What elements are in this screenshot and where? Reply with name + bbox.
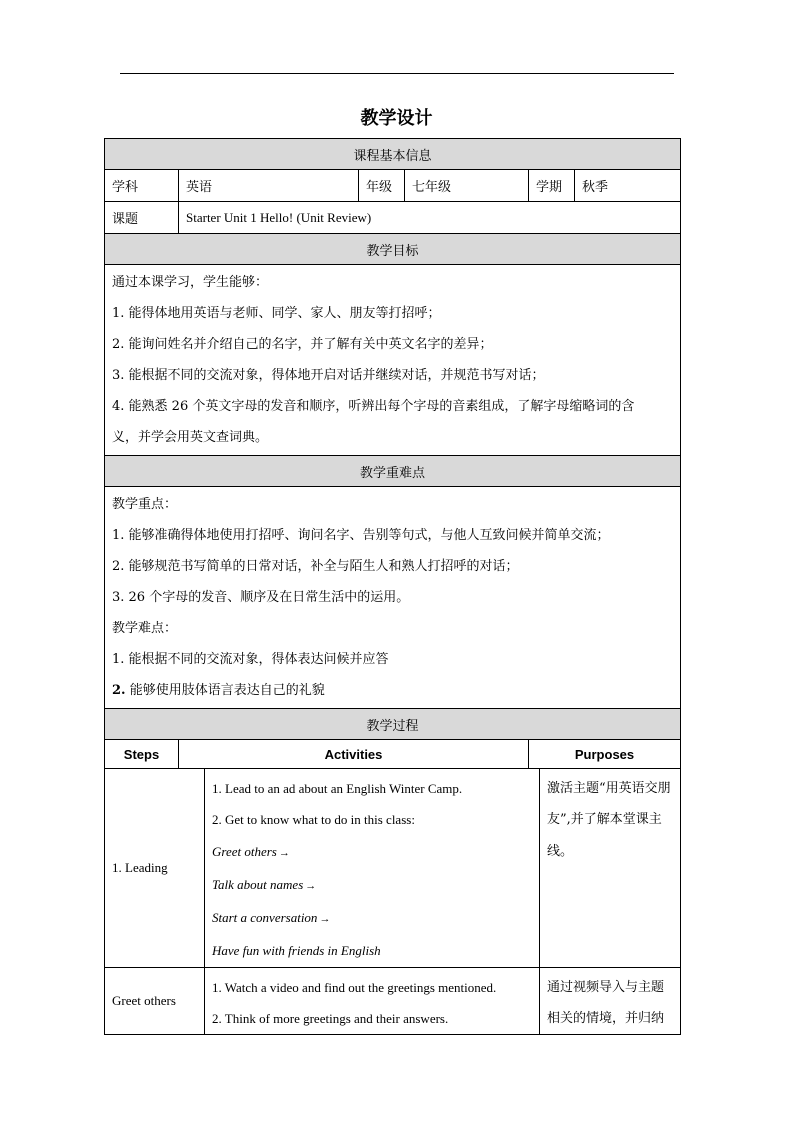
grade-value: 七年级 bbox=[405, 170, 529, 202]
objectives-content bbox=[105, 265, 681, 456]
focus-item: 2. 能够规范书写简单的日常对话，补全与陌生人和熟人打招呼的对话； bbox=[112, 559, 519, 574]
activity-subline: Talk about names → bbox=[212, 869, 532, 902]
focus-item: 3. 26 个字母的发音、顺序及在日常生活中的运用。 bbox=[112, 590, 410, 605]
activity-subline: Start a conversation → bbox=[212, 902, 532, 935]
step-cell: Greet others bbox=[105, 967, 205, 1035]
focus-label: 教学重点： bbox=[112, 497, 178, 512]
activity-line: 1. Lead to an ad about an English Winter Camp. bbox=[212, 781, 463, 796]
process-row bbox=[105, 967, 681, 1035]
term-label: 学期 bbox=[529, 170, 575, 202]
purpose-cell: 激活主题“用英语交朋友”,并了解本堂课主线。 bbox=[540, 769, 681, 968]
activity-line: 2. Think of more greetings and their answers. bbox=[212, 1011, 449, 1027]
topic-value: Starter Unit 1 Hello! (Unit Review) bbox=[179, 202, 681, 234]
section-process bbox=[105, 709, 681, 740]
objective-item: 1. 能得体地用英语与老师、同学、家人、朋友等打招呼； bbox=[112, 306, 441, 321]
difficulty-item bbox=[112, 675, 673, 706]
objective-item-continued: 义，并学会用英文查词典。 bbox=[112, 430, 269, 445]
steps-header: Steps bbox=[105, 740, 179, 769]
section-title: 教学过程 bbox=[105, 709, 681, 740]
objectives-body bbox=[105, 265, 681, 456]
arrow-icon: → bbox=[305, 879, 317, 892]
activities-header: Activities bbox=[179, 740, 529, 769]
section-title: 教学重难点 bbox=[105, 456, 681, 487]
objective-item: 4. 能熟悉 26 个英文字母的发音和顺序，听辨出每个字母的音素组成，了解字母缩略词的含 bbox=[112, 399, 635, 414]
topic-row bbox=[105, 202, 681, 234]
activities-cell bbox=[205, 967, 540, 1035]
purposes-header: Purposes bbox=[529, 740, 681, 769]
activity-line: 2. Get to know what to do in this class: bbox=[212, 812, 415, 828]
activity-line: 1. Watch a video and find out the greetings mentioned. bbox=[212, 979, 497, 995]
section-basic-info bbox=[105, 139, 681, 170]
term-value: 秋季 bbox=[575, 170, 681, 202]
section-title: 教学目标 bbox=[105, 234, 681, 265]
arrow-icon: → bbox=[319, 913, 331, 926]
process-row bbox=[105, 769, 681, 968]
focus-item: 1. 能够准确得体地使用打招呼、询问名字、告别等句式，与他人互致问候并简单交流； bbox=[112, 528, 610, 543]
step-cell: 1. Leading bbox=[105, 769, 205, 968]
purpose-cell: 通过视频导入与主题相关的情境，并归纳 bbox=[540, 967, 681, 1035]
lesson-plan-table-frame bbox=[104, 138, 680, 1027]
process-table bbox=[104, 768, 681, 1035]
lesson-plan-table bbox=[104, 138, 681, 769]
difficulty-item: 1. 能根据不同的交流对象，得体表达问候并应答 bbox=[112, 652, 389, 667]
key-points-content bbox=[105, 487, 681, 709]
objective-item: 3. 能根据不同的交流对象，得体地开启对话并继续对话，并规范书写对话； bbox=[112, 368, 545, 383]
objective-item: 2. 能询问姓名并介绍自己的名字，并了解有关中英文名字的差异； bbox=[112, 337, 493, 352]
section-objectives bbox=[105, 234, 681, 265]
header-rule bbox=[120, 73, 674, 74]
topic-label: 课题 bbox=[105, 202, 179, 234]
section-title: 课程基本信息 bbox=[105, 139, 681, 170]
difficulty-number: 2. bbox=[112, 683, 126, 698]
objectives-intro: 通过本课学习，学生能够： bbox=[112, 275, 269, 290]
subject-label: 学科 bbox=[105, 170, 179, 202]
activity-subline: Greet others → bbox=[212, 836, 532, 869]
activity-subline: Have fun with friends in English bbox=[212, 943, 381, 959]
difficulty-text: 能够使用肢体语言表达自己的礼貌 bbox=[125, 683, 325, 698]
process-header-row bbox=[105, 740, 681, 769]
activities-cell bbox=[205, 769, 540, 968]
page-title: 教学设计 bbox=[360, 108, 433, 129]
key-points-body bbox=[105, 487, 681, 709]
section-key-points bbox=[105, 456, 681, 487]
grade-label: 年级 bbox=[359, 170, 405, 202]
info-row bbox=[105, 170, 681, 202]
subject-value: 英语 bbox=[179, 170, 359, 202]
arrow-icon: → bbox=[278, 846, 290, 859]
difficulty-label: 教学难点： bbox=[112, 621, 178, 636]
